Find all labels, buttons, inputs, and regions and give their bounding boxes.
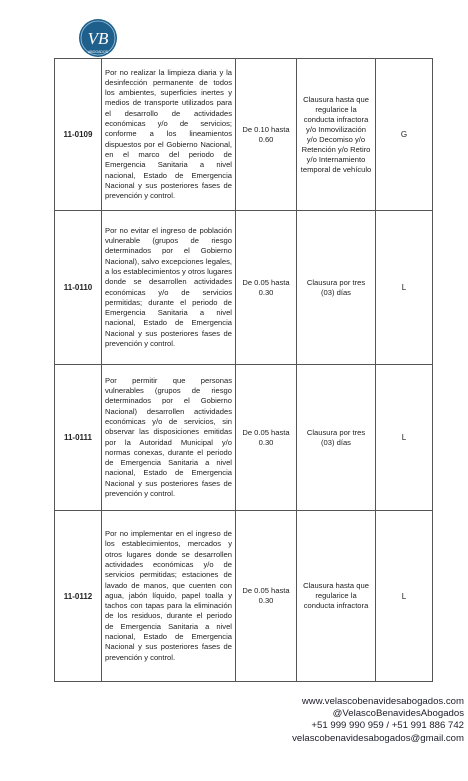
email-link[interactable]: velascobenavidesabogados@gmail.com <box>292 732 464 744</box>
phone-numbers: +51 999 990 959 / +51 991 886 742 <box>311 720 464 732</box>
infractions-table <box>54 58 433 682</box>
infraction-code: 11-0110 <box>55 211 102 365</box>
fine-range: De 0.10 hasta 0.60 <box>236 59 297 211</box>
social-handle: @VelascoBenavidesAbogados <box>332 708 464 720</box>
severity-grade: L <box>376 211 433 365</box>
logo-letters: VB <box>87 29 109 48</box>
infraction-description: Por no evitar el ingreso de población vulnerable (grupos de riesgo determinados por el Gobierno Nacional), salvo excepciones legales, a los establecimientos y otros lugares donde se desarrollen actividades económicas y/o de servicios permitidas; durante el periodo de Emergencia Sanitaria a nivel nacional, Estado de Emergencia Nacional y sus posteriores fases de prevención y control. <box>102 211 236 365</box>
table-row <box>55 365 433 511</box>
contact-footer <box>292 696 464 745</box>
fine-range: De 0.05 hasta 0.30 <box>236 365 297 511</box>
infraction-code: 11-0111 <box>55 365 102 511</box>
infraction-code: 11-0109 <box>55 59 102 211</box>
fine-range: De 0.05 hasta 0.30 <box>236 511 297 682</box>
severity-grade: L <box>376 365 433 511</box>
complementary-sanction: Clausura hasta que regularice la conducta infractora y/o Inmovilización y/o Decomiso y/o Retención y/o Retiro y/o Internamiento temporal de vehículo <box>297 59 376 211</box>
severity-grade: L <box>376 511 433 682</box>
complementary-sanction: Clausura por tres (03) días <box>297 211 376 365</box>
table-row <box>55 211 433 365</box>
table-row <box>55 511 433 682</box>
infraction-code: 11-0112 <box>55 511 102 682</box>
firm-logo <box>74 18 122 58</box>
complementary-sanction: Clausura por tres (03) días <box>297 365 376 511</box>
logo-subtext: ABOGADOS <box>87 50 109 54</box>
infraction-description: Por no realizar la limpieza diaria y la desinfección permanente de todos los ambientes, superficies inertes y medios de transporte utilizados para el desarrollo de actividades económicas y/o de servicios; conforme a los lineamientos dispuestos por el Gobierno Nacional, en el marco del periodo de Emergencia Sanitaria a nivel nacional, Estado de Emergencia Nacional y sus posteriores fases de prevención y control. <box>102 59 236 211</box>
complementary-sanction: Clausura hasta que regularice la conducta infractora <box>297 511 376 682</box>
severity-grade: G <box>376 59 433 211</box>
fine-range: De 0.05 hasta 0.30 <box>236 211 297 365</box>
table-row <box>55 59 433 211</box>
infraction-description: Por permitir que personas vulnerables (grupos de riesgo determinados por el Gobierno Nacional) desarrollen actividades económicas y/o de servicios, sin observar las disposiciones emitidas por la Autoridad Municipal y/o normas conexas, durante el periodo de Emergencia Sanitaria a nivel nacional, Estado de Emergencia Nacional y sus posteriores fases de prevención y control. <box>102 365 236 511</box>
infraction-description: Por no implementar en el ingreso de los establecimientos, mercados y otros lugares donde se desarrollen actividades económicas y/o de servicios permitidas; estaciones de lavado de manos, que cuenten con agua, jabón líquido, papel toalla y tachos con tapas para la eliminación de los residuos, durante el periodo de Emergencia Sanitaria a nivel nacional, Estado de Emergencia Nacional y sus posteriores fases de prevención y control. <box>102 511 236 682</box>
website-link[interactable]: www.velascobenavidesabogados.com <box>301 696 464 707</box>
